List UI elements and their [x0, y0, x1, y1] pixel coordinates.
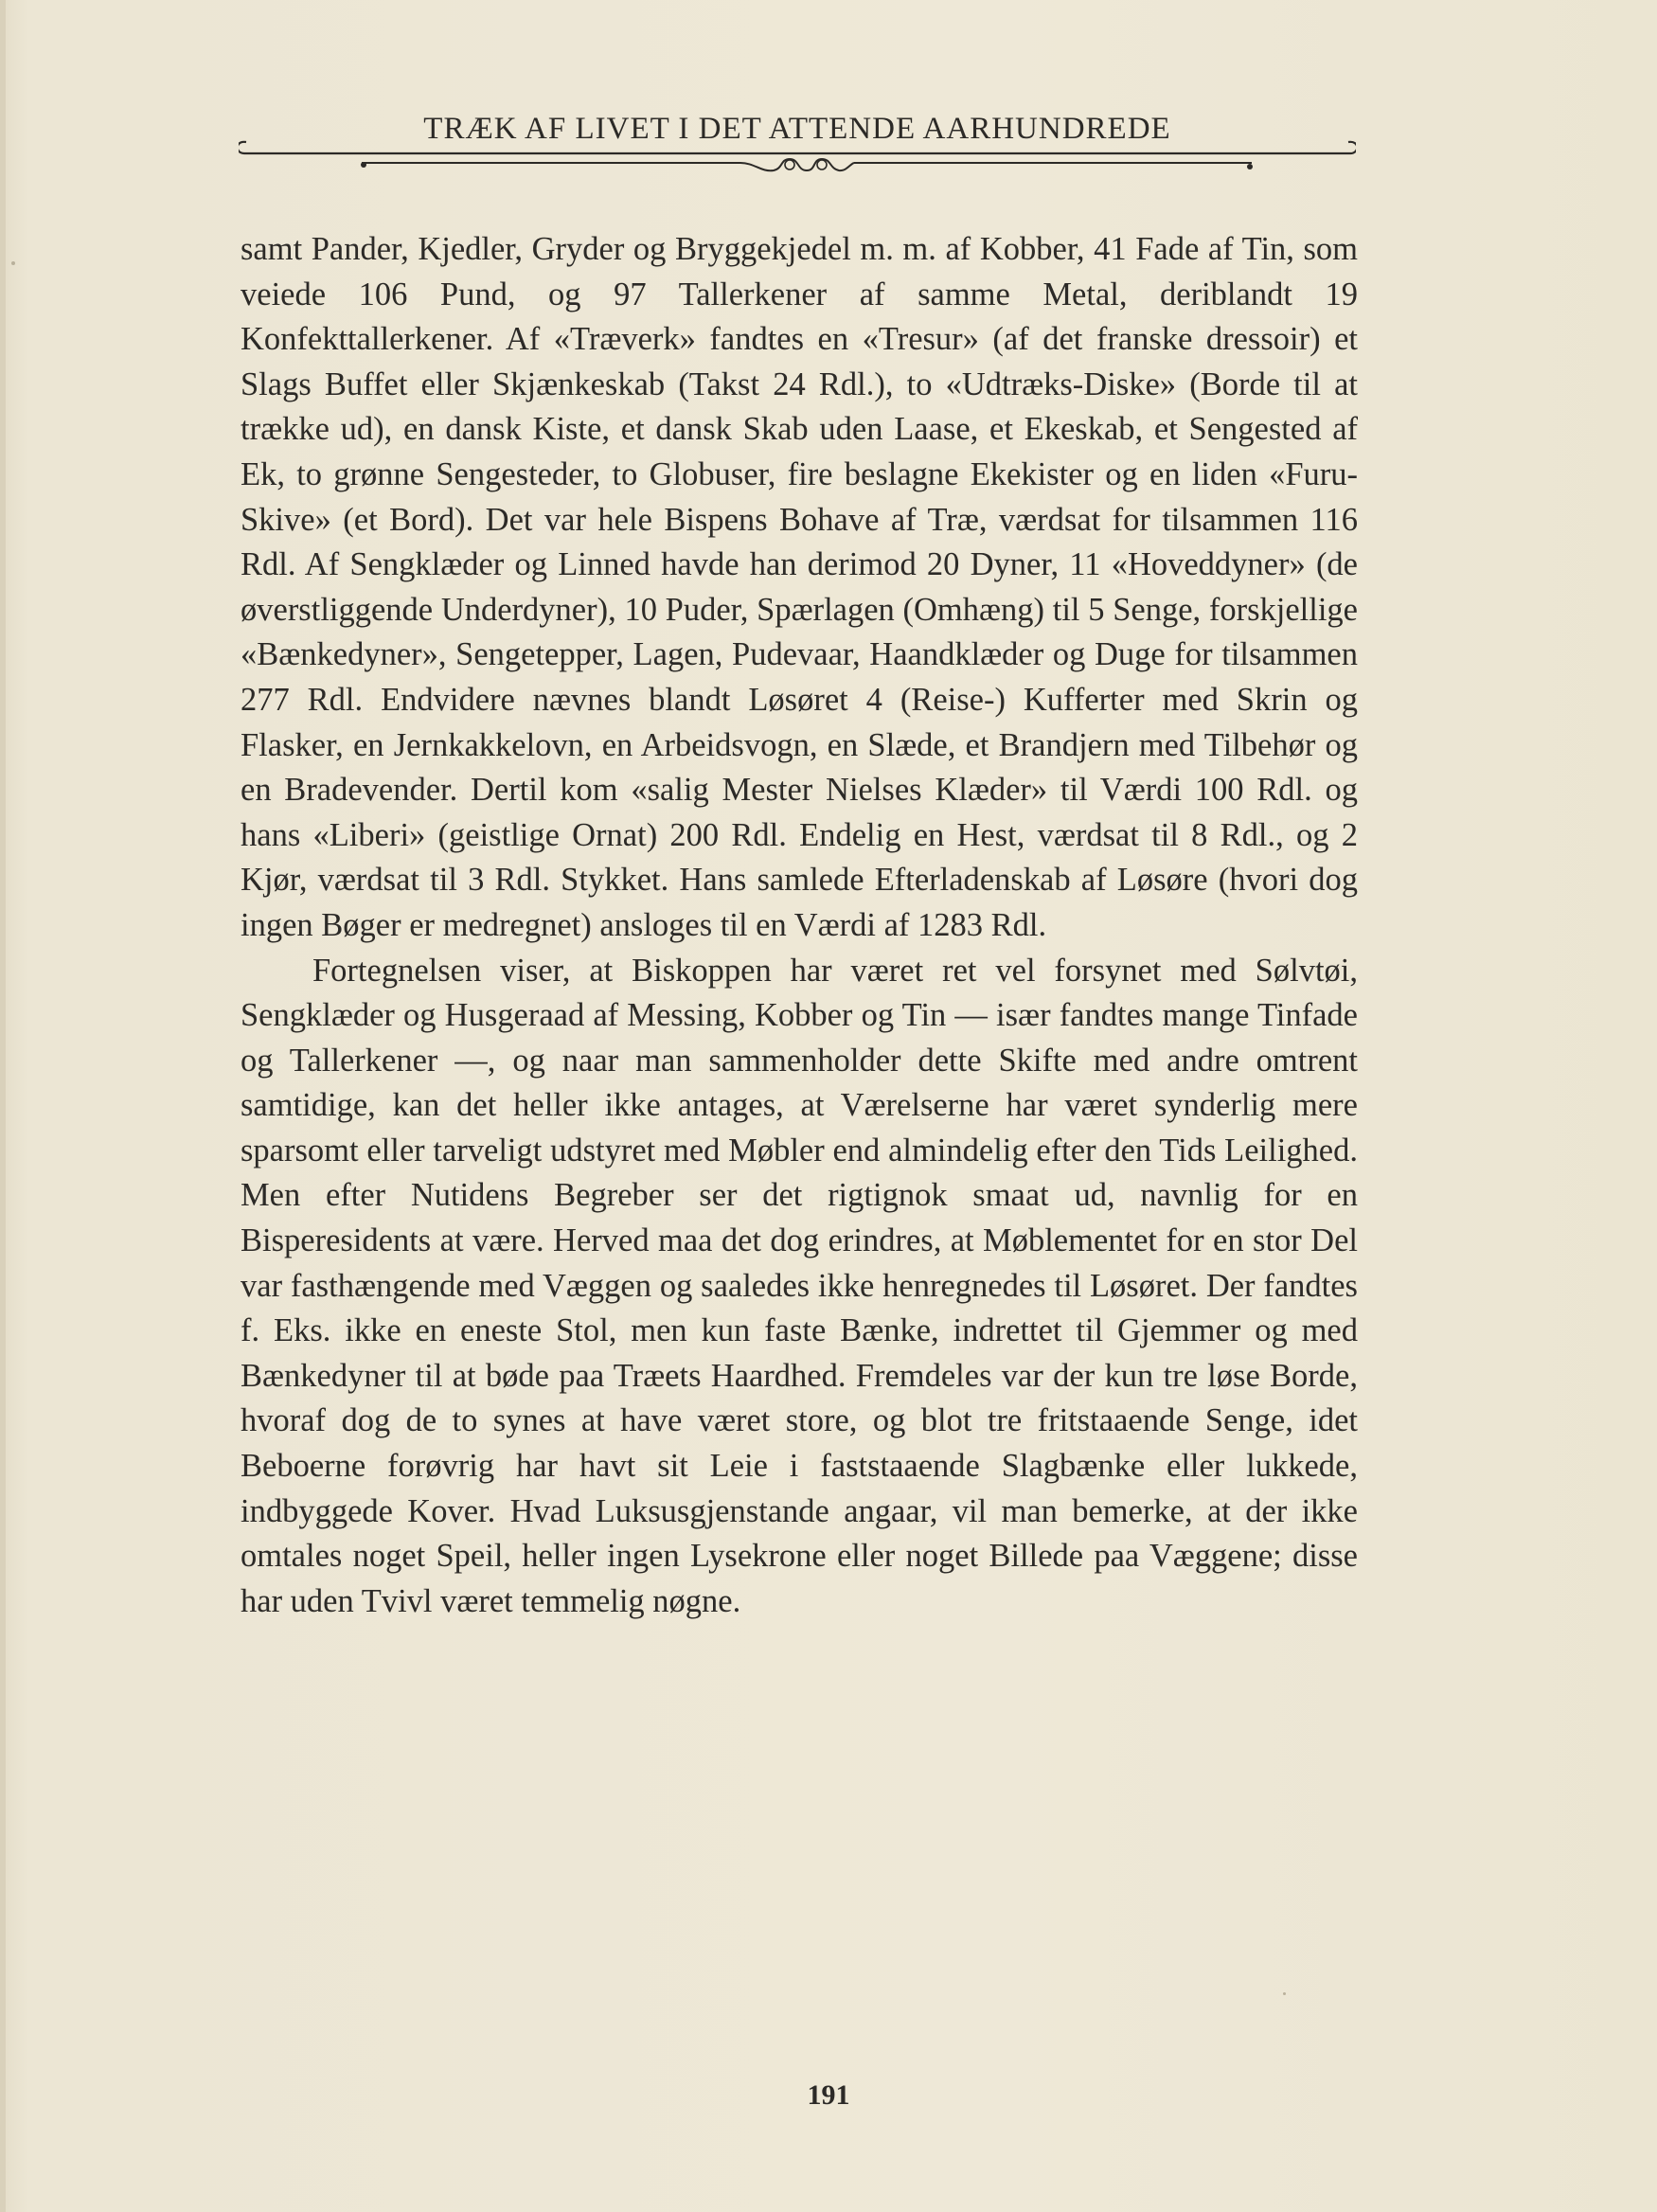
paper-speck	[1283, 1992, 1286, 1995]
page-gutter-edge	[0, 0, 6, 2212]
paper-speck	[11, 261, 15, 265]
paragraph-2: Fortegnelsen viser, at Biskoppen har været ret vel forsynet med Sølvtøi, Sengklæder og Husgeraad af Messing, Kobber og Tin — især fandtes mange Tinfade og Tallerkener —, og naar man sammenholder dette Skifte med andre omtrent samtidige, kan det heller ikke antages, at Værelserne har været synderlig mere sparsomt eller tarveligt udstyret med Møbler end almindelig efter den Tids Leilighed. Men efter Nutidens Begreber ser det rigtignok smaat ud, navnlig for en Bisperesidents at være. Herved maa det dog erindres, at Møblementet for en stor Del var fasthængende med Væggen og saaledes ikke henregnedes til Løsøret. Der fandtes f. Eks. ikke en eneste Stol, men kun faste Bænke, indrettet til Gjemmer og med Bænkedyner til at bøde paa Træets Haardhed. Fremdeles var der kun tre løse Borde, hvoraf dog de to synes at have været store, og blot tre fritstaaende Senge, idet Beboerne forøvrig har havt sit Leie i faststaaende Slagbænke eller lukkede, indbyggede Kover. Hvad Luksusgjenstande angaar, vil man bemerke, at der ikke omtales noget Speil, heller ingen Lysekrone eller noget Billede paa Væggene; disse har uden Tvivl været temmelig nøgne.	[241, 952, 1358, 1619]
paragraph-1: samt Pander, Kjedler, Gryder og Bryggekjedel m. m. af Kobber, 41 Fade af Tin, som veiede 106 Pund, og 97 Tallerkener af samme Metal, deriblandt 19 Konfekttallerkener. Af «Træverk» fandtes en «Tresur» (af det franske dressoir) et Slags Buffet eller Skjænkeskab (Takst 24 Rdl.), to «Udtræks-Diske» (Borde til at trække ud), en dansk Kiste, et dansk Skab uden Laase, et Ekeskab, et Sengested af Ek, to grønne Sengesteder, to Globuser, fire beslagne Ekekister og en liden «Furu-Skive» (et Bord). Det var hele Bispens Bohave af Træ, værdsat for tilsammen 116 Rdl. Af Sengklæder og Linned havde han derimod 20 Dyner, 11 «Hoveddyner» (de øverstliggende Underdyner), 10 Puder, Spærlagen (Omhæng) til 5 Senge, forskjellige «Bænkedyner», Sengetepper, Lagen, Pudevaar, Haandklæder og Duge for tilsammen 277 Rdl. Endvidere nævnes blandt Løsøret 4 (Reise-) Kufferter med Skrin og Flasker, en Jernkakkelovn, en Arbeidsvogn, en Slæde, et Brandjern med Tilbehør og en Bradevender. Dertil kom «salig Mester Nielses Klæder» til Værdi 100 Rdl. og hans «Liberi» (geistlige Ornat) 200 Rdl. Endelig en Hest, værdsat til 8 Rdl., og 2 Kjør, værdsat til 3 Rdl. Stykket. Hans samlede Efterladenskab af Løsøre (hvori dog ingen Bøger er medregnet) ansloges til en Værdi af 1283 Rdl.	[241, 231, 1358, 943]
page-number: 191	[807, 2079, 850, 2111]
ornamental-rule	[239, 112, 1356, 187]
running-head	[239, 112, 1356, 187]
running-title: TRÆK AF LIVET I DET ATTENDE AARHUNDREDE	[423, 112, 1171, 146]
body-text	[241, 227, 1358, 1624]
